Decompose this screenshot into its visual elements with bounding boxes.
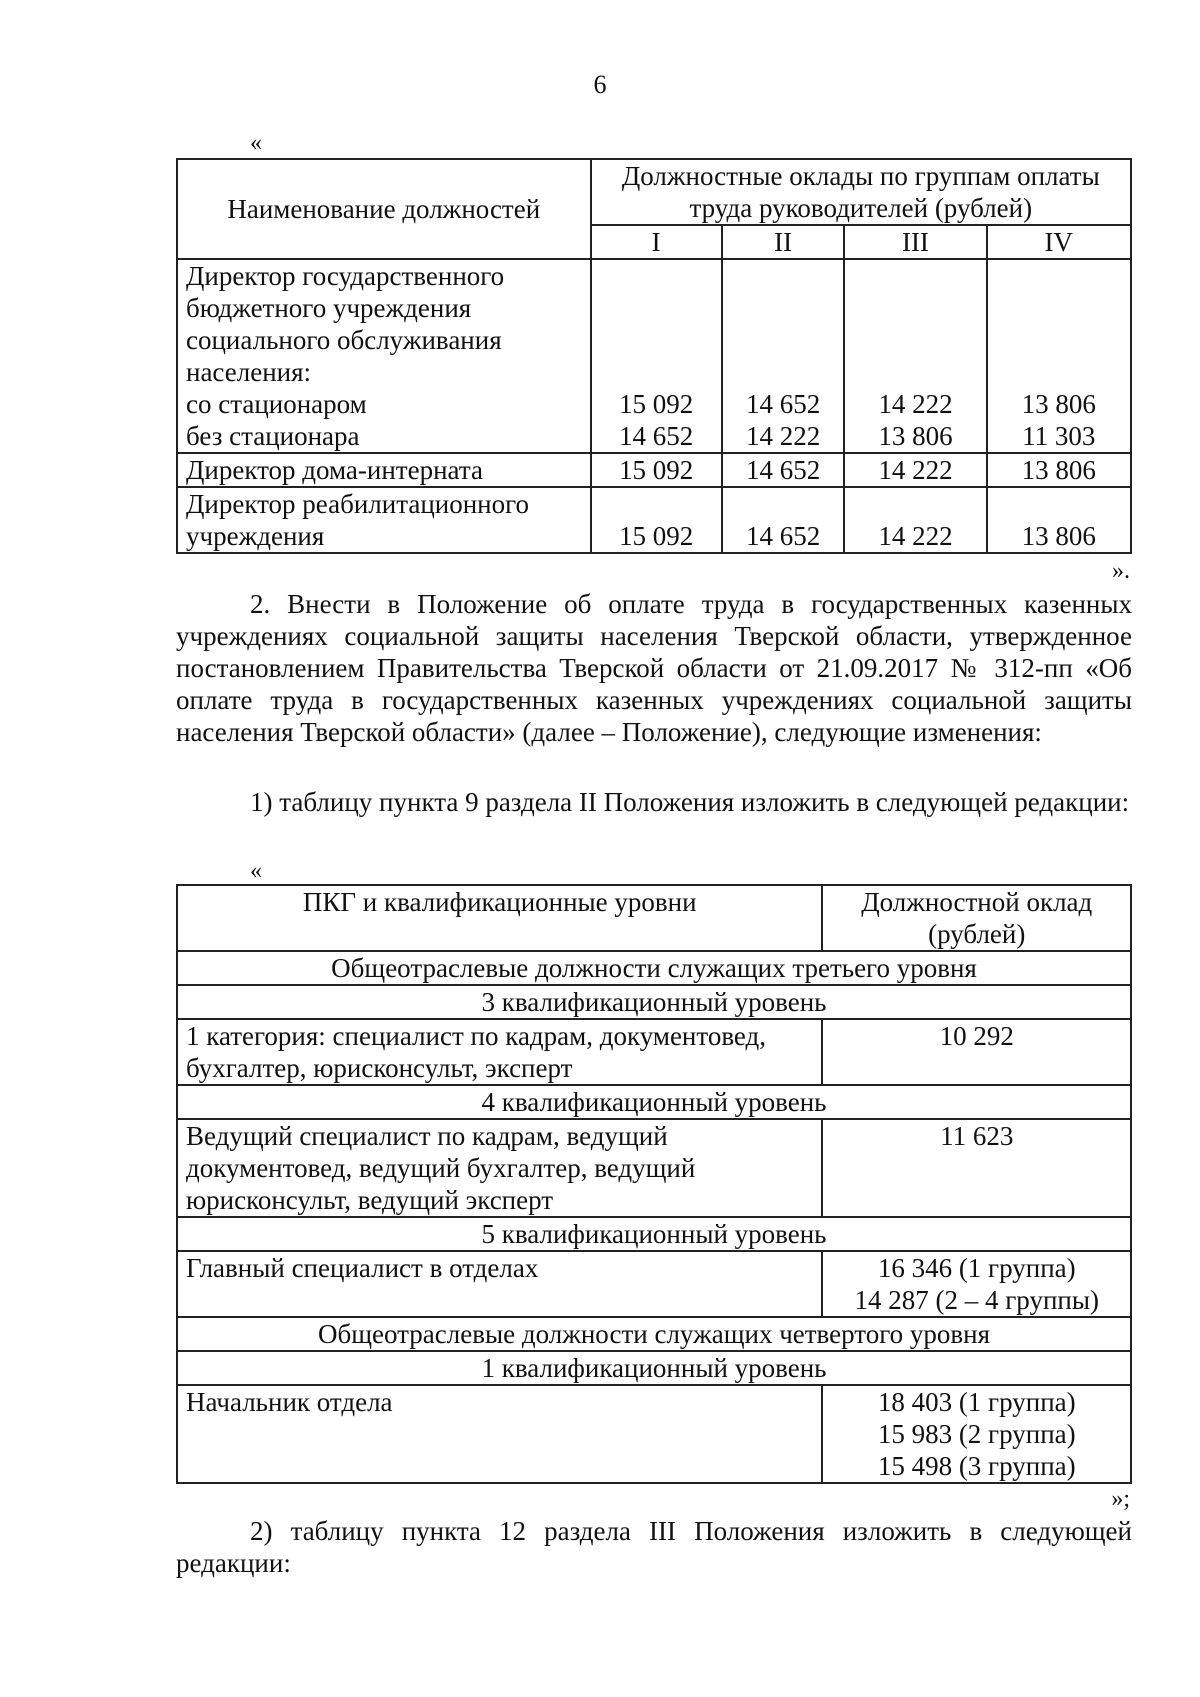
position-name: 1 категория: специалист по кадрам, документовед, бухгалтер, юрисконсульт, эксперт [177,1019,822,1085]
level-header: 1 квалификационный уровень [177,1351,1131,1385]
paragraph-item-1: 1) таблицу пункта 9 раздела II Положения изложить в следующей редакции: [250,787,1130,817]
group-header-2: II [722,225,845,259]
column-header-position: Наименование должностей [177,159,591,259]
column-header-pkg: ПКГ и квалификационные уровни [177,885,822,951]
table-row [177,487,1131,553]
salary-cell: 14 652 [722,453,845,487]
salary-cell: 15 092 14 652 [591,259,722,453]
salary-cell: 13 806 [987,487,1131,553]
table-row [177,1385,1131,1483]
level-header: 4 квалификационный уровень [177,1085,1131,1119]
open-quote: « [250,858,262,884]
table-row [177,1119,1131,1217]
salary-cell: 10 292 [822,1019,1131,1085]
column-header-salary: Должностной оклад (рублей) [822,885,1131,951]
salary-cell: 18 403 (1 группа) 15 983 (2 группа) 15 498 (3 группа) [822,1385,1131,1483]
group-header-4: IV [987,225,1131,259]
section-header: Общеотраслевые должности служащих четвертого уровня [177,1317,1131,1351]
close-quote: »; [1111,1486,1130,1512]
section-header: Общеотраслевые должности служащих третьего уровня [177,951,1131,985]
position-name: Начальник отдела [177,1385,822,1483]
table-row [177,453,1131,487]
level-header: 3 квалификационный уровень [177,985,1131,1019]
salary-cell: 11 623 [822,1119,1131,1217]
salary-cell: 14 222 [844,487,986,553]
salary-cell: 14 222 13 806 [844,259,986,453]
table-row [177,1251,1131,1317]
salary-table-employees [176,884,1132,1484]
salary-table-directors [176,158,1132,554]
position-name: Директор дома-интерната [177,453,591,487]
paragraph-item-2: 2) таблицу пункта 12 раздела III Положения изложить в следующей редакции: [176,1516,1132,1578]
position-name: Ведущий специалист по кадрам, ведущий документовед, ведущий бухгалтер, ведущий юрисконсульт, ведущий эксперт [177,1119,822,1217]
salary-cell: 16 346 (1 группа) 14 287 (2 – 4 группы) [822,1251,1131,1317]
page-number: 6 [593,70,607,99]
salary-cell: 15 092 [591,487,722,553]
group-header-1: I [591,225,722,259]
position-name: Директор государственного бюджетного учреждения социального обслуживания населения: со стационаром без стационара [177,259,591,453]
salary-cell: 13 806 11 303 [987,259,1131,453]
open-quote: « [250,130,262,156]
salary-cell: 14 652 [722,487,845,553]
salary-cell: 14 652 14 222 [722,259,845,453]
paragraph-amendment: 2. Внести в Положение об оплате труда в государственных казенных учреждениях социальной защиты населения Тверской области, утвержденное постановлением Правительства Тверской области от 21.09.2017 № 312-пп «Об оплате труда в государственных казенных учреждениях социальной защиты населения Тверской области» (далее – Положение), следующие изменения: [176,589,1132,747]
group-header-3: III [844,225,986,259]
salary-cell: 14 222 [844,453,986,487]
table-row [177,259,1131,453]
salary-cell: 13 806 [987,453,1131,487]
salary-cell: 15 092 [591,453,722,487]
column-header-groups: Должностные оклады по группам оплаты труда руководителей (рублей) [591,159,1131,225]
position-name: Главный специалист в отделах [177,1251,822,1317]
close-quote: ». [1112,558,1130,584]
table-row [177,1019,1131,1085]
position-name: Директор реабилитационного учреждения [177,487,591,553]
level-header: 5 квалификационный уровень [177,1217,1131,1251]
